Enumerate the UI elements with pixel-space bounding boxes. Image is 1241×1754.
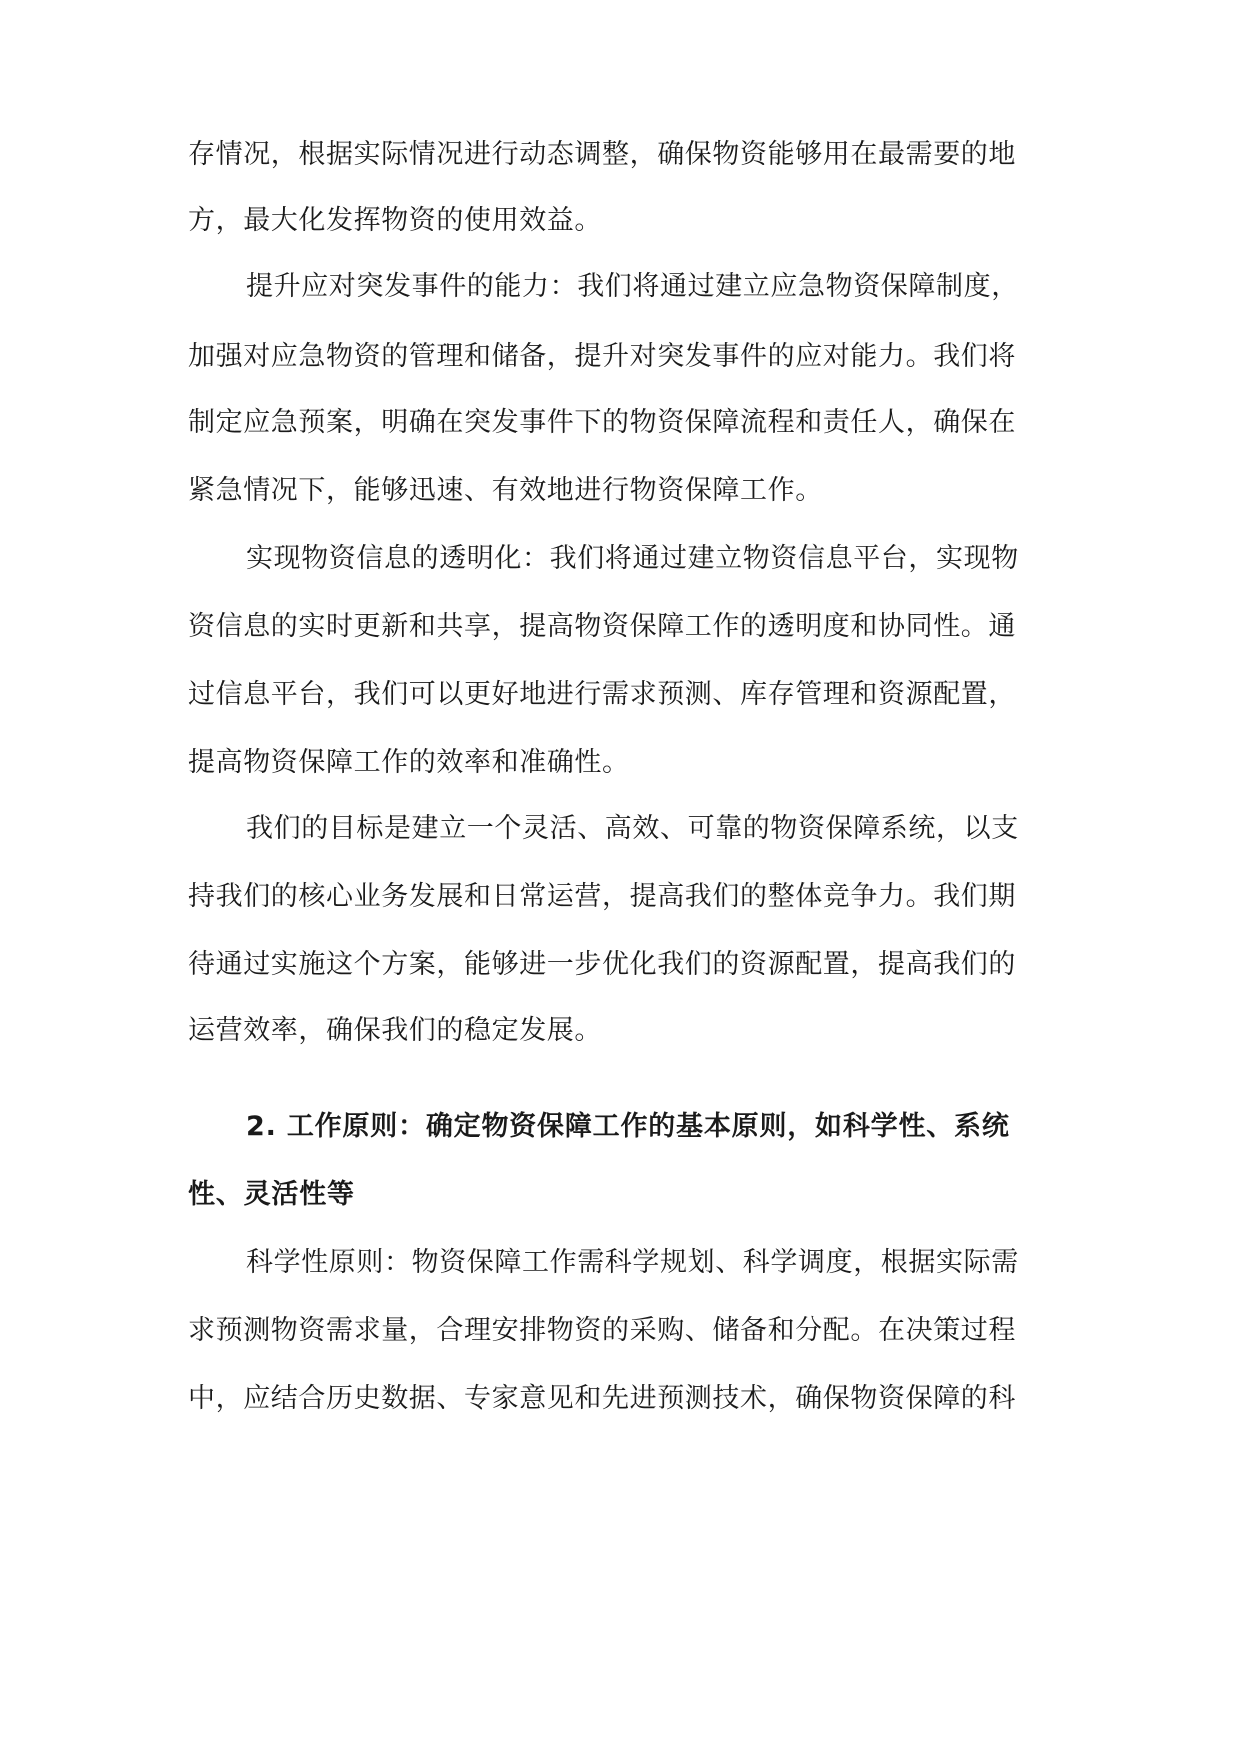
paragraph-2-line-1: 提升应对突发事件的能力：我们将通过建立应急物资保障制度， (246, 271, 1019, 302)
paragraph-3-line-4: 提高物资保障工作的效率和准确性。 (188, 747, 630, 778)
paragraph-4-line-2: 持我们的核心业务发展和日常运营，提高我们的整体竞争力。我们期 (188, 881, 1016, 912)
paragraph-1-line-2: 方，最大化发挥物资的使用效益。 (188, 205, 602, 236)
paragraph-5-line-2: 求预测物资需求量，合理安排物资的采购、储备和分配。在决策过程 (188, 1315, 1016, 1346)
paragraph-1-line-1: 存情况，根据实际情况进行动态调整，确保物资能够用在最需要的地 (188, 139, 1016, 170)
section-heading-line-1: 2. 工作原则：确定物资保障工作的基本原则，如科学性、系统 (246, 1111, 1010, 1142)
paragraph-3-line-3: 过信息平台，我们可以更好地进行需求预测、库存管理和资源配置， (188, 679, 1016, 710)
paragraph-3-line-1: 实现物资信息的透明化：我们将通过建立物资信息平台，实现物 (246, 543, 1019, 574)
paragraph-2-line-4: 紧急情况下，能够迅速、有效地进行物资保障工作。 (188, 475, 823, 506)
section-heading-line-2: 性、灵活性等 (188, 1179, 355, 1210)
paragraph-2-line-3: 制定应急预案，明确在突发事件下的物资保障流程和责任人，确保在 (188, 407, 1016, 438)
paragraph-4-line-1: 我们的目标是建立一个灵活、高效、可靠的物资保障系统，以支 (246, 813, 1019, 844)
paragraph-2-line-2: 加强对应急物资的管理和储备，提升对突发事件的应对能力。我们将 (188, 341, 1016, 372)
paragraph-4-line-4: 运营效率，确保我们的稳定发展。 (188, 1015, 602, 1046)
paragraph-4-line-3: 待通过实施这个方案，能够进一步优化我们的资源配置，提高我们的 (188, 949, 1016, 980)
paragraph-5-line-3: 中，应结合历史数据、专家意见和先进预测技术，确保物资保障的科 (188, 1383, 1016, 1414)
paragraph-5-line-1: 科学性原则：物资保障工作需科学规划、科学调度，根据实际需 (246, 1247, 1019, 1278)
paragraph-3-line-2: 资信息的实时更新和共享，提高物资保障工作的透明度和协同性。通 (188, 611, 1016, 642)
